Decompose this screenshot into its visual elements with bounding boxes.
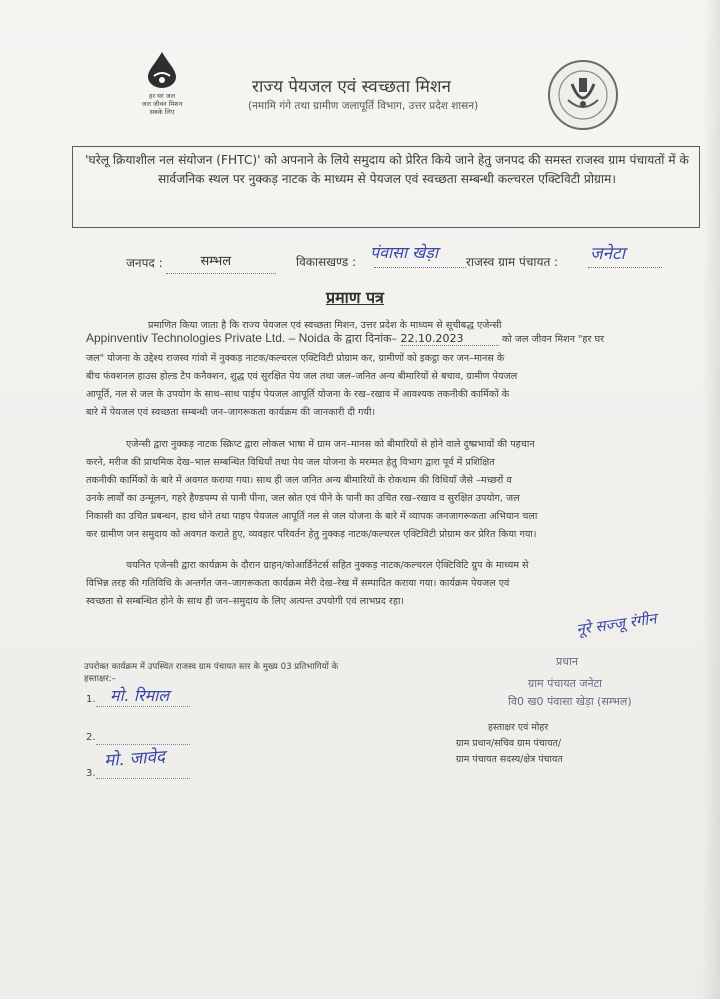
stamp-line-3: वि0 ख0 पंवासा खेड़ा (सम्भल): [508, 695, 632, 708]
participant-signature-3: मो. जावेद: [103, 746, 166, 772]
panchayat-label: राजस्व ग्राम पंचायत :: [466, 255, 559, 269]
stamp-line-1: प्रधान: [556, 655, 578, 668]
participant-line-1: [96, 706, 190, 707]
logo-line-2: जल जीवन मिशन: [141, 100, 183, 108]
jal-jeevan-mission-logo: [138, 50, 186, 116]
p1-line-6: बारे में पेयजल एवं स्वच्छता सम्बन्धी जन–जागरूकता कार्यक्रम की जानकारी दी गयी।: [86, 407, 376, 418]
p1-line-3: जल" योजना के उद्देश्य राजस्व गांवो में नुक्कड़ नाटक/कल्चरल एक्टिविटी प्रोग्राम कर, ग्रामीणों को इकट्ठा कर जन–मानस के: [86, 353, 505, 364]
p2-line-2: करने, मरीज की प्राथमिक देख–भाल सम्बन्धित विधियाँ तथा पेय जल योजना के मरम्मत हेतु विभाग द्वारा पूर्व में प्रशिक्षित: [86, 457, 495, 468]
p3-line-1: चयनित एजेन्सी द्वारा कार्यक्रम के दौरान ग्राहन/कोआर्डिनेटर्स सहित नुक्कड़ नाटक/कल्चरल ऐक्टिविटि ग्रुप के माध्यम से: [126, 560, 529, 571]
participant-number-1: 1.: [86, 694, 96, 705]
p2-line-5: निकासी का उचित प्रबन्धन, हाथ धोने तथा पाइप पेयजल आपूर्ति नल से जल योजना के बारे में व्यापक जनजागरूकता अभियान चला: [86, 511, 538, 522]
sign-caption-2: ग्राम प्रधान/सचिव ग्राम पंचायत/: [456, 738, 562, 749]
participant-number-3: 3.: [86, 768, 96, 779]
logo-line-3: सबके लिए: [149, 108, 175, 116]
p2-line-1: एजेन्सी द्वारा नुक्कड़ नाटक स्क्रिप्ट द्वारा लोकल भाषा में ग्राम जन–मानस को बीमारियों से होने वाले दुष्प्रभावों की पहचान: [126, 439, 535, 450]
p1-line-5: आपूर्ति, नल से जल के उपयोग के साथ–साथ पाईप पेयजल आपूर्ति योजना के रख–रखाव में आवश्यक तकनीकी कार्मिकों के: [86, 389, 510, 400]
agency-name: Appinventiv Technologies Private Ltd. – Noida: [86, 331, 330, 345]
panchayat-field: [466, 253, 558, 270]
block-value: पंवासा खेड़ा: [370, 243, 438, 262]
district-label: जनपद :: [126, 256, 163, 270]
state-seal-icon: [546, 58, 620, 132]
participants-intro-2: हस्ताक्षर:–: [84, 674, 116, 684]
program-date: 22.10.2023: [400, 332, 464, 345]
p2-line-4: उनके लार्वों का उन्मूलन, गहरे हैण्डपम्प से पानी पीना, जल स्रोत एवं पीने के पानी का उचित रख–रखाव व सुरक्षित उपयोग, जल: [86, 493, 520, 504]
p1-line-2-end: को जल जीवन मिशन "हर घर: [502, 334, 605, 345]
sign-caption-3: ग्राम पंचायत सदस्य/क्षेत्र पंचायत: [456, 754, 563, 765]
up-government-emblem: [546, 58, 620, 136]
mission-subtitle: (नमामि गंगे तथा ग्रामीण जलापूर्ति विभाग, उत्तर प्रदेश शासन): [248, 100, 479, 112]
participant-line-3: [96, 778, 190, 779]
mission-title: राज्य पेयजल एवं स्वच्छता मिशन: [252, 77, 451, 97]
p2-line-3: तकनीकी कार्मिकों के बारे में अवगत कराया गया। साथ ही जल जनित अन्य बीमारियों के रोकथाम की विधियाँ जैसे –मच्छरों व: [86, 475, 512, 486]
participant-signature-1: मो. रिमाल: [110, 686, 170, 705]
district-field: [126, 253, 276, 272]
date-label: के द्वारा दिनांक–: [333, 332, 397, 345]
p1-line-4: बीच फंक्शनल हाउस होल्ड टैप कनैक्शन, शुद्ध एवं सुरक्षित पेय जल तथा जल–जनित अन्य बीमारियों से बचाव, ग्रामीण पेयजल: [86, 371, 518, 382]
p2-line-6: कर ग्रामीण जन समुदाय को अवगत कराते हुए, व्यवहार परिवर्तन हेतु नुक्कड़ नाटक/कल्चरल एक्टिविटी प्रोग्राम कर प्रेरित किया गया।: [86, 529, 537, 540]
water-drop-icon: [145, 50, 179, 88]
block-value-line: [370, 243, 466, 268]
sign-caption-1: हस्ताक्षर एवं मोहर: [488, 722, 549, 733]
p1-line-1: प्रमाणित किया जाता है कि राज्य पेयजल एवं स्वच्छता मिशन, उत्तर प्रदेश के माध्यम से सूचीबद्ध एजेन्सी: [148, 320, 502, 331]
p3-line-3: स्वच्छता से सम्बन्धित होने के साथ ही जन–समुदाय के लिए अत्यन्त उपयोगी एवं लाभप्रद रहा।: [86, 596, 405, 607]
block-label: विकासखण्ड :: [296, 255, 357, 269]
page-shadow: [702, 0, 720, 999]
panchayat-value-line: [588, 243, 662, 268]
program-title-text: 'घरेलू क्रियाशील नल संयोजन (FHTC)' को अपनाने के लिये समुदाय को प्रेरित किये जाने हेतु जनपद की समस्त राजस्व ग्राम पंचायतों में के सार्वजनिक स्थल पर नुक्कड़ नाटक के माध्यम से पेयजल एवं स्वच्छता सम्बन्धी कल्चरल एक्टिविटी प्रोग्राम।: [85, 153, 689, 186]
block-field: [296, 253, 356, 270]
participant-number-2: 2.: [86, 732, 96, 743]
district-value: सम्भल: [200, 254, 232, 269]
logo-line-1: हर घर जल: [149, 92, 175, 100]
certificate-heading: प्रमाण पत्र: [326, 288, 384, 307]
stamp-line-2: ग्राम पंचायत जनेटा: [528, 677, 603, 690]
participants-intro-1: उपरोक्त कार्यक्रम में उपस्थित राजस्व ग्राम पंचायत स्तर के मुख्य 03 प्रतिभागियों के: [84, 662, 339, 672]
p3-line-2: विभिन्न तरह की गतिविधि के अन्तर्गत जन–जागरूकता कार्यक्रम मेरी देख–रेख में सम्पादित कराया गया। कार्यक्रम पेयजल एवं: [86, 578, 510, 589]
panchayat-value: जनेटा: [590, 244, 626, 264]
p1-company-line: [86, 331, 604, 346]
pradhan-signature: नूरे सज्जू रंगीन: [575, 609, 658, 639]
